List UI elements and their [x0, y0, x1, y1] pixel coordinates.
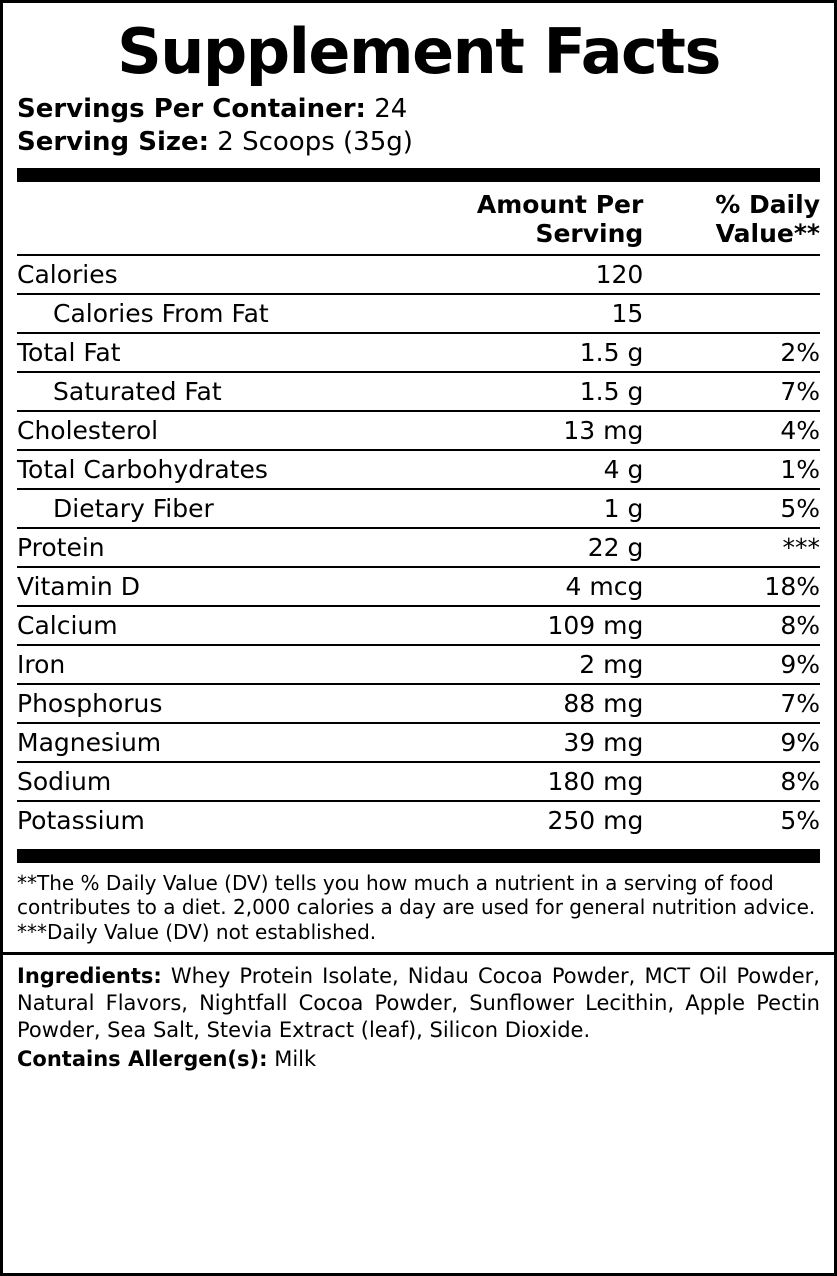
allergen-label: Contains Allergen(s):	[17, 1046, 268, 1071]
ingredients-text: Whey Protein Isolate, Nidau Cocoa Powder, MCT Oil Powder, Natural Flavors, Nightfall Cocoa Powder, Sunflower Lecithin, Apple Pectin Powder, Sea Salt, Stevia Extract (leaf), Silicon Dioxide.	[17, 964, 820, 1042]
footnote-daily-value: **The % Daily Value (DV) tells you how much a nutrient in a serving of food contributes to a diet. 2,000 calories a day are used for general nutrition advice.	[17, 871, 816, 920]
row-daily-value: 1%	[643, 450, 820, 489]
row-daily-value: 8%	[643, 606, 820, 645]
row-nutrient-name: Phosphorus	[17, 684, 394, 723]
row-nutrient-name: Cholesterol	[17, 411, 394, 450]
table-row	[17, 255, 820, 294]
row-nutrient-name: Total Fat	[17, 333, 394, 372]
header-nutrient	[17, 182, 394, 255]
row-amount: 180 mg	[394, 762, 643, 801]
table-row	[17, 645, 820, 684]
table-row	[17, 294, 820, 333]
row-amount: 4 mcg	[394, 567, 643, 606]
divider-thick-top	[17, 168, 820, 182]
nutrition-table-body	[17, 255, 820, 839]
table-header-row	[17, 182, 820, 255]
table-row	[17, 528, 820, 567]
row-amount: 4 g	[394, 450, 643, 489]
row-nutrient-name: Calories	[17, 255, 394, 294]
row-amount: 109 mg	[394, 606, 643, 645]
row-daily-value: 5%	[643, 801, 820, 839]
divider-thick-bottom	[17, 849, 820, 863]
allergen-text: Milk	[274, 1046, 317, 1071]
serving-size-label: Serving Size:	[17, 126, 210, 157]
row-daily-value: 8%	[643, 762, 820, 801]
row-nutrient-name: Potassium	[17, 801, 394, 839]
ingredients-line	[17, 963, 820, 1044]
table-row	[17, 333, 820, 372]
servings-per-container	[17, 93, 820, 126]
row-nutrient-name: Magnesium	[17, 723, 394, 762]
row-amount: 88 mg	[394, 684, 643, 723]
row-daily-value: 18%	[643, 567, 820, 606]
row-daily-value: 4%	[643, 411, 820, 450]
table-row	[17, 606, 820, 645]
table-row	[17, 372, 820, 411]
row-amount: 120	[394, 255, 643, 294]
footnotes	[17, 871, 820, 944]
table-row	[17, 567, 820, 606]
nutrition-table-head	[17, 182, 820, 255]
row-amount: 1.5 g	[394, 333, 643, 372]
row-amount: 1 g	[394, 489, 643, 528]
row-amount: 250 mg	[394, 801, 643, 839]
row-daily-value: ***	[643, 528, 820, 567]
row-amount: 2 mg	[394, 645, 643, 684]
row-daily-value: 7%	[643, 684, 820, 723]
row-nutrient-name: Sodium	[17, 762, 394, 801]
ingredients-label: Ingredients:	[17, 964, 162, 989]
table-row	[17, 411, 820, 450]
row-nutrient-name: Total Carbohydrates	[17, 450, 394, 489]
serving-size	[17, 126, 820, 159]
header-amount-per-serving: Amount Per Serving	[476, 190, 644, 248]
row-amount: 1.5 g	[394, 372, 643, 411]
table-row	[17, 801, 820, 839]
row-amount: 22 g	[394, 528, 643, 567]
row-daily-value	[643, 294, 820, 333]
row-amount: 39 mg	[394, 723, 643, 762]
table-row	[17, 762, 820, 801]
allergen-line	[17, 1046, 820, 1073]
header-daily-value: % Daily Value**	[715, 190, 820, 248]
row-amount: 13 mg	[394, 411, 643, 450]
row-nutrient-name: Iron	[17, 645, 394, 684]
table-row	[17, 489, 820, 528]
row-daily-value: 9%	[643, 645, 820, 684]
row-daily-value: 5%	[643, 489, 820, 528]
table-row	[17, 723, 820, 762]
table-row	[17, 684, 820, 723]
table-row	[17, 450, 820, 489]
row-amount: 15	[394, 294, 643, 333]
row-daily-value: 7%	[643, 372, 820, 411]
serving-size-value: 2 Scoops (35g)	[217, 126, 413, 157]
row-daily-value: 9%	[643, 723, 820, 762]
nutrition-table	[17, 182, 820, 839]
row-daily-value: 2%	[643, 333, 820, 372]
page-title: Supplement Facts	[117, 15, 720, 88]
row-nutrient-name: Protein	[17, 528, 394, 567]
row-nutrient-name: Vitamin D	[17, 567, 394, 606]
row-nutrient-name: Calories From Fat	[17, 294, 394, 333]
row-nutrient-name: Calcium	[17, 606, 394, 645]
row-nutrient-name: Saturated Fat	[17, 372, 394, 411]
row-nutrient-name: Dietary Fiber	[17, 489, 394, 528]
ingredients-section	[3, 952, 834, 1079]
footnote-not-established: ***Daily Value (DV) not established.	[17, 919, 377, 944]
servings-per-container-value: 24	[374, 94, 408, 124]
servings-per-container-label: Servings Per Container:	[17, 94, 366, 124]
row-daily-value	[643, 255, 820, 294]
